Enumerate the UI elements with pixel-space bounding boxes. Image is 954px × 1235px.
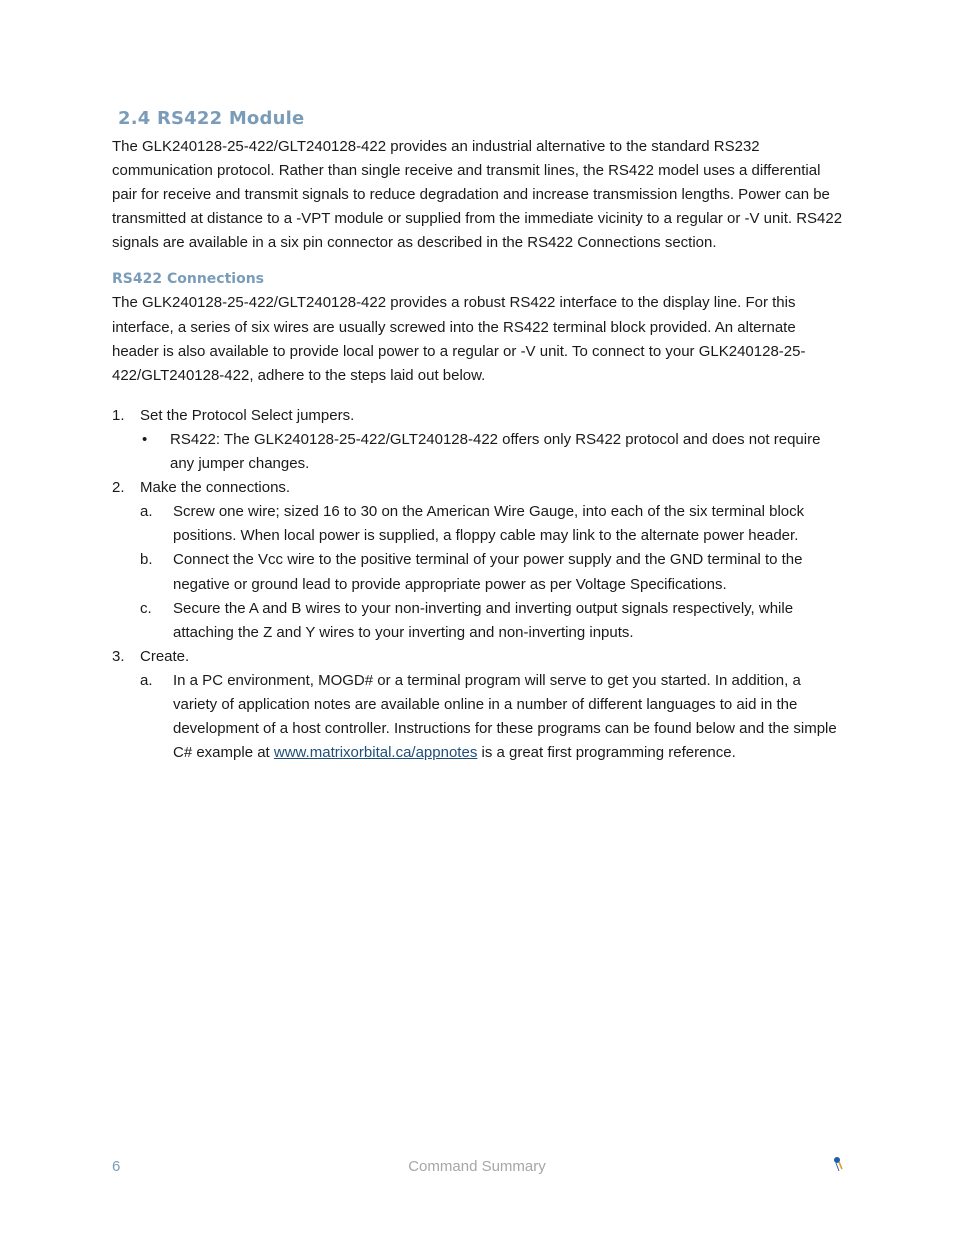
step-number: 3.	[112, 647, 125, 665]
sub-marker: c.	[140, 599, 152, 617]
page-content	[112, 108, 844, 765]
sub-marker: a.	[140, 503, 153, 521]
sub-text	[173, 669, 844, 765]
step-3	[112, 645, 844, 669]
sub-text: Connect the Vcc wire to the positive terminal of your power supply and the GND terminal to the negative or ground lead to provide appropriate power as per Voltage Specifications.	[173, 551, 803, 593]
step-2a	[140, 500, 844, 548]
connections-paragraph: The GLK240128-25-422/GLT240128-422 provides a robust RS422 interface to the display line. For this interface, a series of six wires are usually screwed into the RS422 terminal block provided. An alternate header is also available to provide local power to a regular or -V unit. To connect to your GLK240128-25-422/GLT240128-422, adhere to the steps laid out below.	[112, 294, 806, 384]
intro-paragraph: The GLK240128-25-422/GLT240128-422 provides an industrial alternative to the standard RS232 communication protocol. Rather than single receive and transmit lines, the RS422 model uses a differential pair for receive and transmit signals to reduce degradation and increase transmission lengths. Power can be transmitted at distance to a -VPT module or supplied from the immediate vicinity to a regular or -V unit. RS422 signals are available in a six pin connector as described in the RS422 Connections section.	[112, 138, 843, 252]
step-text: Set the Protocol Select jumpers.	[140, 406, 355, 424]
sub-marker: a.	[140, 671, 153, 689]
connections-heading: RS422 Connections	[112, 271, 264, 288]
step-number: 2.	[112, 479, 125, 497]
bullet-icon: •	[142, 430, 148, 448]
sub-text-pre: In a PC environment, MOGD# or a terminal program will serve to get you started. In addition, a variety of application notes are available online in a number of different languages to aid in the development of a host controller. Instructions for these programs can be found below and the simple C# example at	[173, 671, 837, 762]
step-2	[112, 476, 844, 500]
sub-marker: b.	[140, 551, 153, 569]
sub-text-post: is a great first programming reference.	[477, 744, 736, 762]
step-1-bullet	[140, 428, 844, 476]
step-text: Create.	[140, 647, 190, 665]
section-heading: 2.4 RS422 Module	[118, 108, 305, 129]
step-number: 1.	[112, 406, 125, 424]
step-2c	[140, 597, 844, 645]
step-3a	[140, 669, 844, 765]
footer-title: Command Summary	[408, 1158, 546, 1175]
sub-text: Screw one wire; sized 16 to 30 on the American Wire Gauge, into each of the six terminal block positions. When local power is supplied, a floppy cable may link to the alternate power header.	[173, 503, 805, 545]
bullet-text: RS422: The GLK240128-25-422/GLT240128-422 offers only RS422 protocol and does not require any jumper changes.	[170, 430, 821, 473]
matrix-orbital-logo-icon	[830, 1156, 844, 1174]
page-number: 6	[112, 1158, 121, 1175]
step-2b	[140, 548, 844, 596]
steps-list	[112, 404, 844, 765]
step-1	[112, 404, 844, 428]
step-text: Make the connections.	[140, 479, 291, 497]
sub-text: Secure the A and B wires to your non-inverting and inverting output signals respectively, while attaching the Z and Y wires to your inverting and non-inverting inputs.	[173, 599, 794, 641]
page-footer	[0, 1158, 954, 1182]
appnotes-link[interactable]: www.matrixorbital.ca/appnotes	[273, 744, 478, 762]
